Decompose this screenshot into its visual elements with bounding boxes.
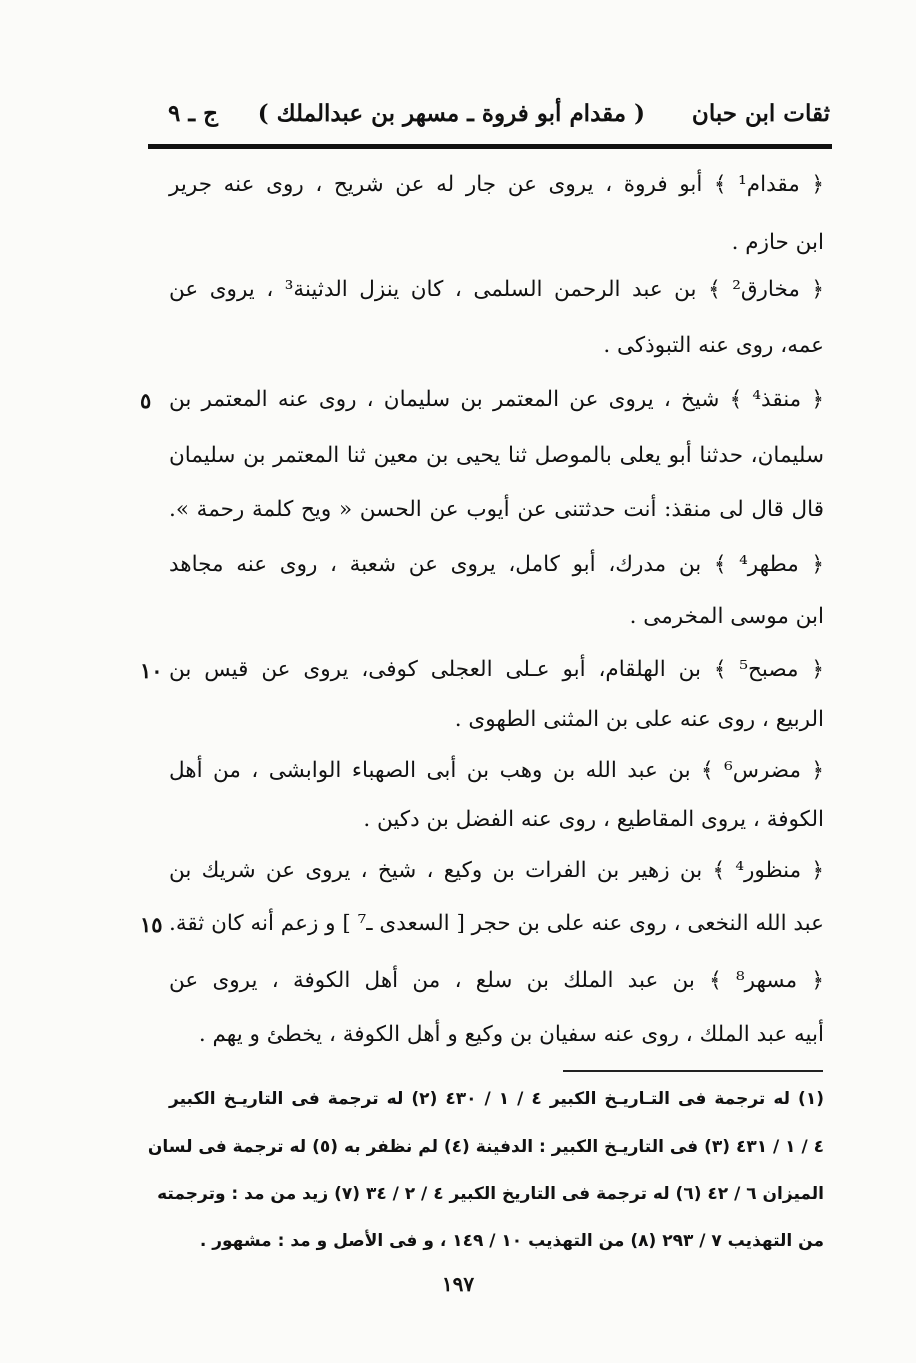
line-number: ١٥ [140, 912, 163, 937]
text-line: ﴿ منقذ⁴ ﴾ شيخ ، يروى عن المعتمر بن سليمان ، روى عنه المعتمر بن [169, 387, 824, 412]
running-header [150, 92, 830, 136]
text-line: الربيع ، روى عنه على بن المثنى الطهوى . [454, 707, 824, 732]
footnote-line: (١) له ترجمة فى التـاريـخ الكبير ٤ / ١ / ٤٣٠ (٢) له ترجمة فى التاريـخ الكبير [169, 1089, 824, 1109]
footnote-line: ٤ / ١ / ٤٣١ (٣) فى التاريـخ الكبير : الدفينة (٤) لم نظفر به (٥) له ترجمة فى لسان [147, 1137, 824, 1157]
text-line: الكوفة ، يروى المقاطيع ، روى عنه الفضل بن دكين . [363, 807, 824, 832]
header-entry-range: ( مقدام أبو فروة ـ مسهر بن عبدالملك ) [257, 100, 645, 127]
text-line: ابن موسى المخرمى . [629, 604, 824, 629]
text-line: ﴿ مطهر⁴ ﴾ بن مدرك، أبو كامل، يروى عن شعبة ، روى عنه مجاهد [169, 552, 825, 577]
text-line: عمه، روى عنه التبوذكى . [603, 333, 824, 358]
text-line: قال قال لى منقذ: أنت حدثتنى عن أيوب عن الحسن « ويح كلمة رحمة ». [169, 497, 824, 522]
footnote-line: من التهذيب ٧ / ٢٩٣ (٨) من التهذيب ١٠ / ١٤٩ ، و فى الأصل و مد : مشهور . [199, 1231, 824, 1251]
header-book-title: ثقات ابن حبان [691, 100, 830, 127]
text-line: سليمان، حدثنا أبو يعلى بالموصل ثنا يحيى بن معين ثنا المعتمر بن سليمان [169, 443, 824, 468]
footnote-line: الميزان ٦ / ٤٢ (٦) له ترجمة فى التاريخ الكبير ٤ / ٢ / ٣٤ (٧) زيد من مد : وترجمته [157, 1184, 824, 1204]
text-line: ﴿ مقدام¹ ﴾ أبو فروة ، يروى عن جار له عن شريح ، روى عنه جرير [169, 172, 824, 197]
text-line: ابن حازم . [731, 230, 824, 255]
header-volume: ج ـ ٩ [168, 100, 218, 127]
text-line: عبد الله النخعى ، روى عنه على بن حجر [ السعدى ـ⁷ ] و زعم أنه كان ثقة. [169, 911, 824, 936]
line-number: ٥ [140, 388, 152, 413]
text-line: ﴿ منظور⁴ ﴾ بن زهير بن الفرات بن وكيع ، شيخ ، يروى عن شريك بن [169, 858, 824, 883]
text-line: أبيه عبد الملك ، روى عنه سفيان بن وكيع و أهل الكوفة ، يخطئ و يهم . [198, 1022, 824, 1047]
text-line: ﴿ مصبح⁵ ﴾ بن الهلقام، أبو عـلى العجلى كوفى، يروى عن قيس بن [169, 657, 824, 682]
footnote-separator [563, 1070, 823, 1072]
text-line: ﴿ مخارق² ﴾ بن عبد الرحمن السلمى ، كان ينزل الدثينة³ ، يروى عن [169, 277, 824, 302]
text-line: ﴿ مسهر⁸ ﴾ بن عبد الملك بن سلع ، من أهل الكوفة ، يروى عن [169, 968, 824, 993]
page-number: ١٩٧ [441, 1272, 475, 1296]
header-rule [148, 144, 832, 149]
line-number: ١٠ [140, 658, 163, 683]
text-line: ﴿ مضرس⁶ ﴾ بن عبد الله بن وهب بن أبى الصهباء الوابشى ، من أهل [169, 758, 825, 783]
